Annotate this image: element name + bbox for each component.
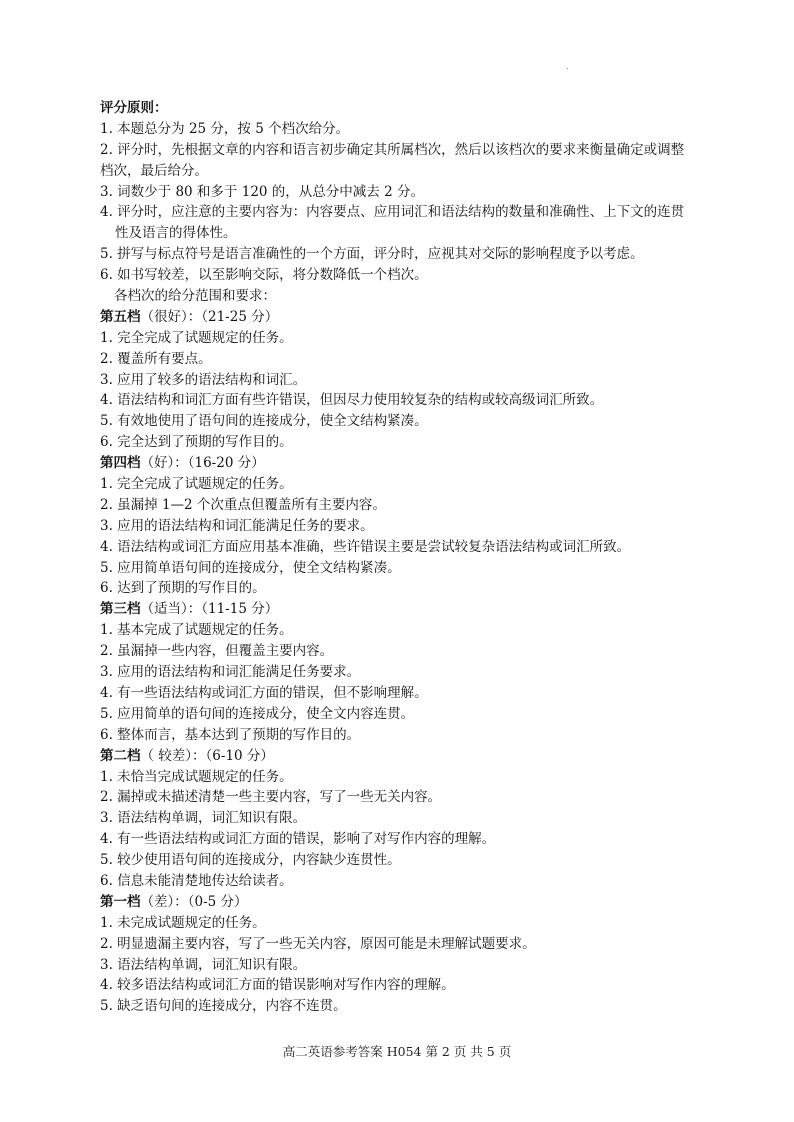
principle-item: 5. 拼写与标点符号是语言准确性的一个方面，评分时，应视其对交际的影响程度予以考虑。: [100, 246, 644, 263]
tier-item: 4. 较多语法结构或词汇方面的错误影响对写作内容的理解。: [100, 977, 455, 994]
tier-section: [100, 892, 710, 1017]
tier-item: 5. 缺乏语句间的连接成分，内容不连贯。: [100, 998, 347, 1015]
tier-item: 2. 虽漏掉一些内容，但覆盖主要内容。: [100, 643, 334, 660]
tier-item: 6. 完全达到了预期的写作目的。: [100, 434, 293, 451]
tier-range: （差）：（0-5 分）: [140, 893, 248, 910]
principle-item: 4. 评分时，应注意的主要内容为：内容要点、应用词汇和语法结构的数量和准确性、上下文的连贯: [100, 204, 685, 221]
principle-item: 3. 词数少于 80 和多于 120 的，从总分中减去 2 分。: [100, 183, 424, 200]
scoring-document: [100, 98, 710, 1017]
tier-item: 1. 完全完成了试题规定的任务。: [100, 329, 293, 346]
tier-item: 3. 语法结构单调，词汇知识有限。: [100, 810, 307, 827]
tier-item: 2. 虽漏掉 1—2 个次重点但覆盖所有主要内容。: [100, 496, 386, 513]
tier-name: 第二档: [100, 747, 141, 764]
tier-item: 1. 未恰当完成试题规定的任务。: [100, 768, 293, 785]
tier-heading: [100, 599, 710, 620]
tier-item: 1. 未完成试题规定的任务。: [100, 914, 266, 931]
tier-item: 4. 有一些语法结构或词汇方面的错误，但不影响理解。: [100, 684, 428, 701]
principle-item: 6. 如书写较差，以至影响交际，将分数降低一个档次。: [100, 267, 428, 284]
tier-name: 第四档: [100, 455, 141, 472]
tier-section: [100, 599, 710, 745]
tier-item: 1. 完全完成了试题规定的任务。: [100, 476, 293, 493]
tier-item: 4. 语法结构或词汇方面应用基本准确，些许错误主要是尝试较复杂语法结构或词汇所致。: [100, 538, 631, 555]
tier-item: 6. 信息未能清楚地传达给读者。: [100, 872, 293, 889]
section-title: 评分原则：: [100, 100, 168, 116]
tier-section: [100, 746, 710, 892]
principle-item-continuation: 档次，最后给分。: [100, 162, 208, 179]
tier-range: （适当）：（11-15 分）: [140, 601, 279, 618]
tier-heading: [100, 892, 710, 913]
tier-item: 5. 较少使用语句间的连接成分，内容缺少连贯性。: [100, 852, 401, 869]
tier-item: 3. 语法结构单调，词汇知识有限。: [100, 956, 307, 973]
principle-item-continuation: 性及语言的得体性。: [115, 225, 237, 242]
tier-name: 第五档: [100, 308, 141, 325]
page-footer: 高二英语参考答案 H054 第 2 页 共 5 页: [282, 1044, 512, 1059]
tier-name: 第三档: [100, 601, 141, 618]
tier-section: [100, 453, 710, 599]
tier-range: （ 较差）：（6-10 分）: [140, 747, 274, 764]
tier-item: 3. 应用的语法结构和词汇能满足任务要求。: [100, 664, 361, 681]
tier-item: 3. 应用了较多的语法结构和词汇。: [100, 371, 307, 388]
principle-item: 2. 评分时，先根据文章的内容和语言初步确定其所属档次，然后以该档次的要求来衡量确定或调整: [100, 141, 685, 158]
tier-item: 2. 漏掉或未描述清楚一些主要内容，写了一些无关内容。: [100, 789, 442, 806]
tier-item: 4. 语法结构和词汇方面有些许错误，但因尽力使用较复杂的结构或较高级词汇所致。: [100, 392, 604, 409]
tier-range: （很好）：（21-25 分）: [140, 308, 279, 325]
principle-item: 1. 本题总分为 25 分，按 5 个档次给分。: [100, 120, 350, 137]
corner-mark: .: [566, 62, 569, 72]
tier-item: 6. 整体而言，基本达到了预期的写作目的。: [100, 726, 361, 743]
tier-item: 5. 应用简单语句间的连接成分，使全文结构紧凑。: [100, 559, 401, 576]
tier-item: 5. 应用简单的语句间的连接成分，使全文内容连贯。: [100, 705, 415, 722]
tier-item: 4. 有一些语法结构或词汇方面的错误，影响了对写作内容的理解。: [100, 831, 496, 848]
tier-item: 6. 达到了预期的写作目的。: [100, 580, 266, 597]
principles-list: [100, 119, 710, 307]
tier-item: 3. 应用的语法结构和词汇能满足任务的要求。: [100, 517, 374, 534]
tier-heading: [100, 307, 710, 328]
tier-item: 5. 有效地使用了语句间的连接成分，使全文结构紧凑。: [100, 413, 428, 430]
tier-item: 1. 基本完成了试题规定的任务。: [100, 622, 293, 639]
tier-range: （好）：（16-20 分）: [140, 455, 265, 472]
tier-heading: [100, 746, 710, 767]
tier-section: [100, 307, 710, 453]
tiers-intro: 各档次的给分范围和要求：: [114, 288, 276, 305]
tier-name: 第一档: [100, 893, 141, 910]
tier-item: 2. 覆盖所有要点。: [100, 350, 212, 367]
tier-heading: [100, 453, 710, 474]
tier-item: 2. 明显遗漏主要内容，写了一些无关内容，原因可能是未理解试题要求。: [100, 935, 536, 952]
